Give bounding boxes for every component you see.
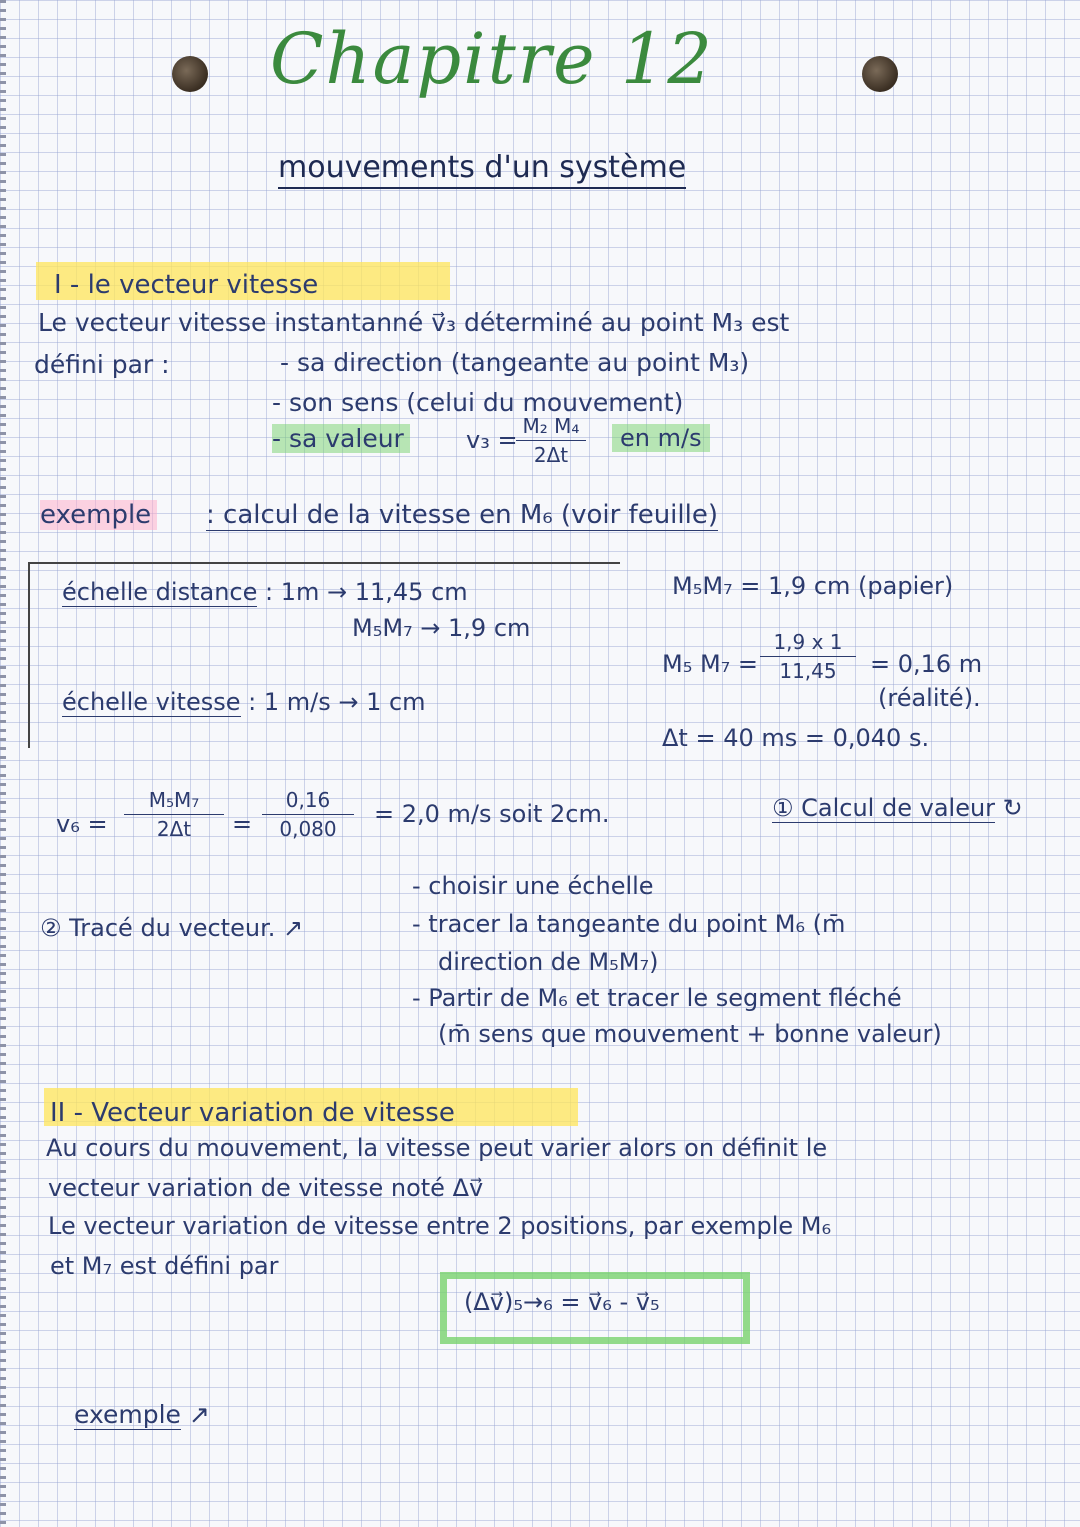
step2-bullet1: - choisir une échelle [412, 872, 654, 900]
page-subtitle: mouvements d'un système [278, 150, 686, 189]
valeur-numerator: M₂ M₄ [522, 414, 580, 438]
valeur-unit: en m/s [612, 424, 710, 452]
section2-example-text: exemple [74, 1400, 181, 1429]
scale-speed-label: échelle vitesse [62, 688, 241, 716]
v6-lhs: v₆ = [56, 810, 108, 838]
calc-line1: M₅M₇ = 1,9 cm (papier) [672, 572, 954, 600]
scale-distance-label [62, 578, 468, 606]
bullet-direction: - sa direction (tangeante au point M₃) [280, 348, 750, 377]
scale-speed [62, 688, 426, 716]
redo-icon: ↻ [1002, 794, 1023, 822]
section2-line3: Le vecteur variation de vitesse entre 2 positions, par exemple M₆ [48, 1212, 832, 1240]
v6-denominator2: 0,080 [279, 817, 337, 841]
v6-fraction2 [262, 788, 354, 841]
section2-line4: et M₇ est défini par [50, 1252, 279, 1280]
v6-denominator1: 2Δt [156, 817, 192, 841]
example1-text: : calcul de la vitesse en M₆ (voir feuille) [206, 500, 718, 530]
margin-line [0, 0, 6, 1527]
v6-fraction1 [124, 788, 224, 841]
arrow-icon: ↗ [283, 914, 304, 942]
step2-bullet2: - tracer la tangeante du point M₆ (m̄ [412, 910, 846, 938]
fraction-bar [516, 440, 586, 441]
scale-distance-line2: M₅M₇ → 1,9 cm [352, 614, 531, 642]
bullet-valeur: - sa valeur [272, 424, 410, 453]
step2-text: ② Tracé du vecteur. [40, 914, 276, 942]
example1-label: exemple [40, 500, 157, 530]
fraction-bar [262, 814, 354, 815]
delta-t: Δt = 40 ms = 0,040 s. [662, 724, 930, 752]
bullet-sens: - son sens (celui du mouvement) [272, 388, 684, 417]
section2-line1: Au cours du mouvement, la vitesse peut varier alors on définit le [46, 1134, 828, 1162]
scale-distance-value: : 1m → 11,45 cm [265, 578, 468, 606]
valeur-denominator: 2Δt [533, 443, 569, 467]
section1-heading: I - le vecteur vitesse [36, 262, 450, 300]
section2-example [74, 1400, 210, 1429]
step2-bullet4: - Partir de M₆ et tracer le segment fléché [412, 984, 902, 1012]
section1-intro-line1: Le vecteur vitesse instantanné v⃗₃ déterminé au point M₃ est [38, 308, 790, 337]
step2 [40, 914, 303, 942]
binder-hole-left [172, 56, 208, 92]
calc-result: = 0,16 m [870, 650, 983, 678]
fraction-bar [124, 814, 224, 815]
section1-intro-line2: défini par : [34, 350, 170, 379]
step1-text: ① Calcul de valeur [772, 794, 996, 822]
step2-bullet5: (m̄ sens que mouvement + bonne valeur) [438, 1020, 942, 1048]
calc-note: (réalité). [878, 684, 981, 712]
page-title: Chapitre 12 [270, 18, 714, 100]
section2-heading: II - Vecteur variation de vitesse [44, 1088, 578, 1126]
fraction-bar [760, 656, 856, 657]
formula: (Δv⃗)₅→₆ = v⃗₆ - v⃗₅ [464, 1288, 660, 1316]
v6-numerator1: M₅M₇ [148, 788, 200, 812]
scale-distance-label-text: échelle distance [62, 578, 258, 606]
binder-hole-right [862, 56, 898, 92]
equals-sign: = [232, 810, 253, 838]
scale-speed-value: : 1 m/s → 1 cm [248, 688, 426, 716]
calc-fraction [760, 630, 856, 683]
step2-bullet3: direction de M₅M₇) [438, 948, 659, 976]
valeur-fraction [516, 414, 586, 467]
arrow-icon: ↗ [188, 1400, 210, 1429]
valeur-lhs: v₃ = [466, 426, 518, 454]
calc-lhs: M₅ M₇ = [662, 650, 759, 678]
calc-numerator: 1,9 x 1 [773, 630, 843, 654]
calc-denominator: 11,45 [779, 659, 837, 683]
step1 [772, 794, 1023, 822]
section2-line2: vecteur variation de vitesse noté Δv⃗ [48, 1174, 484, 1202]
v6-result: = 2,0 m/s soit 2cm. [374, 800, 610, 828]
v6-numerator2: 0,16 [285, 788, 331, 812]
